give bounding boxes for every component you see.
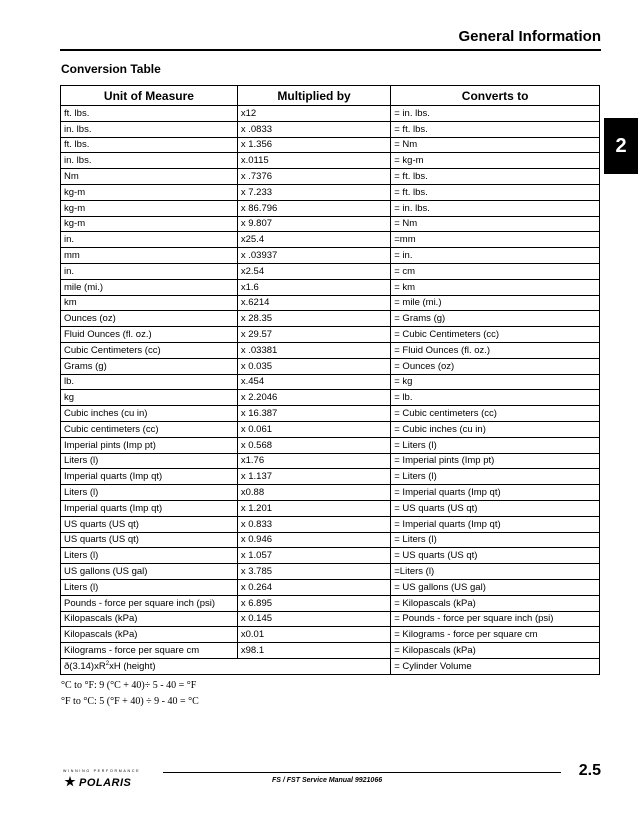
result-cell: = Liters (l): [391, 469, 600, 485]
table-row: [61, 248, 600, 264]
multiplier-cell: x 28.35: [237, 311, 390, 327]
result-cell: = Cubic centimeters (cc): [391, 406, 600, 422]
multiplier-cell: x 0.833: [237, 516, 390, 532]
result-cell: = Ounces (oz): [391, 358, 600, 374]
result-cell: = mile (mi.): [391, 295, 600, 311]
result-cell: = ft. lbs.: [391, 184, 600, 200]
unit-cell: in.: [61, 232, 238, 248]
table-row: [61, 643, 600, 659]
table-row: [61, 421, 600, 437]
multiplier-cell: x 2.2046: [237, 390, 390, 406]
multiplier-cell: x 0.035: [237, 358, 390, 374]
table-row: [61, 627, 600, 643]
table-row: [61, 390, 600, 406]
unit-cell: US quarts (US qt): [61, 516, 238, 532]
page-number: 2.5: [578, 762, 601, 779]
table-row: [61, 406, 600, 422]
chapter-tab: 2: [604, 118, 638, 174]
multiplier-cell: x25.4: [237, 232, 390, 248]
result-cell: = km: [391, 279, 600, 295]
multiplier-cell: x 9.807: [237, 216, 390, 232]
unit-cell: Liters (l): [61, 453, 238, 469]
header-divider: [60, 49, 601, 51]
multiplier-cell: x12: [237, 106, 390, 122]
multiplier-cell: x 1.137: [237, 469, 390, 485]
conversion-table: [60, 85, 600, 675]
result-cell: = Imperial pints (Imp pt): [391, 453, 600, 469]
manual-title: FS / FST Service Manual 9921066: [272, 777, 383, 784]
result-cell: = Cylinder Volume: [391, 658, 600, 674]
multiplier-cell: x 3.785: [237, 564, 390, 580]
multiplier-cell: x 29.57: [237, 327, 390, 343]
table-row: [61, 469, 600, 485]
unit-cell: Nm: [61, 169, 238, 185]
result-cell: = Kilopascals (kPa): [391, 595, 600, 611]
table-row: [61, 295, 600, 311]
multiplier-cell: x 86.796: [237, 200, 390, 216]
unit-cell: Imperial quarts (Imp qt): [61, 500, 238, 516]
result-cell: =mm: [391, 232, 600, 248]
result-cell: = Kilograms - force per square cm: [391, 627, 600, 643]
column-header: Converts to: [391, 86, 600, 106]
table-row: [61, 532, 600, 548]
multiplier-cell: x .03381: [237, 342, 390, 358]
result-cell: = Cubic Centimeters (cc): [391, 327, 600, 343]
table-row: [61, 327, 600, 343]
unit-cell: Cubic inches (cu in): [61, 406, 238, 422]
multiplier-cell: x .03937: [237, 248, 390, 264]
table-row: [61, 611, 600, 627]
page-header-title: General Information: [458, 28, 601, 45]
table-row: [61, 564, 600, 580]
result-cell: = Imperial quarts (Imp qt): [391, 516, 600, 532]
result-cell: = ft. lbs.: [391, 169, 600, 185]
unit-cell: Liters (l): [61, 579, 238, 595]
multiplier-cell: x.454: [237, 374, 390, 390]
unit-cell: kg-m: [61, 216, 238, 232]
multiplier-cell: x 0.145: [237, 611, 390, 627]
column-header: Multiplied by: [237, 86, 390, 106]
unit-cell: Cubic Centimeters (cc): [61, 342, 238, 358]
unit-cell: in.: [61, 263, 238, 279]
table-row: [61, 579, 600, 595]
result-cell: = US gallons (US gal): [391, 579, 600, 595]
table-row: [61, 232, 600, 248]
multiplier-cell: x 0.946: [237, 532, 390, 548]
unit-cell: km: [61, 295, 238, 311]
multiplier-cell: x2.54: [237, 263, 390, 279]
unit-cell: in. lbs.: [61, 121, 238, 137]
unit-cell: Liters (l): [61, 548, 238, 564]
result-cell: = Fluid Ounces (fl. oz.): [391, 342, 600, 358]
table-row: [61, 453, 600, 469]
table-row: [61, 374, 600, 390]
multiplier-cell: x .7376: [237, 169, 390, 185]
result-cell: = ft. lbs.: [391, 121, 600, 137]
table-row: [61, 263, 600, 279]
unit-cell: Kilograms - force per square cm: [61, 643, 238, 659]
result-cell: = Kilopascals (kPa): [391, 643, 600, 659]
unit-cell: Ounces (oz): [61, 311, 238, 327]
unit-cell: lb.: [61, 374, 238, 390]
multiplier-cell: x 1.057: [237, 548, 390, 564]
multiplier-cell: x.0115: [237, 153, 390, 169]
multiplier-cell: x98.1: [237, 643, 390, 659]
formula-exponent: 2: [105, 660, 110, 667]
table-row: [61, 279, 600, 295]
result-cell: = Liters (l): [391, 532, 600, 548]
column-header: Unit of Measure: [61, 86, 238, 106]
multiplier-cell: x 0.264: [237, 579, 390, 595]
result-cell: = lb.: [391, 390, 600, 406]
formula-cell: [61, 658, 391, 674]
table-row: [61, 184, 600, 200]
unit-cell: in. lbs.: [61, 153, 238, 169]
unit-cell: Fluid Ounces (fl. oz.): [61, 327, 238, 343]
table-row: [61, 595, 600, 611]
unit-cell: mile (mi.): [61, 279, 238, 295]
table-row: [61, 358, 600, 374]
result-cell: = Cubic inches (cu in): [391, 421, 600, 437]
result-cell: = Imperial quarts (Imp qt): [391, 485, 600, 501]
note-f-to-c: °F to °C: 5 (°F + 40) ÷ 9 - 40 = °C: [61, 696, 199, 707]
table-row: [61, 121, 600, 137]
polaris-logo: [60, 766, 160, 790]
result-cell: = Nm: [391, 216, 600, 232]
logo-tagline: WINNING PERFORMANCE: [63, 769, 141, 773]
result-cell: = US quarts (US qt): [391, 500, 600, 516]
unit-cell: ft. lbs.: [61, 106, 238, 122]
table-row: [61, 342, 600, 358]
result-cell: = US quarts (US qt): [391, 548, 600, 564]
multiplier-cell: x 6.895: [237, 595, 390, 611]
result-cell: = Liters (l): [391, 437, 600, 453]
table-row: [61, 311, 600, 327]
unit-cell: Imperial pints (Imp pt): [61, 437, 238, 453]
section-title: Conversion Table: [61, 62, 161, 76]
unit-cell: mm: [61, 248, 238, 264]
multiplier-cell: x0.88: [237, 485, 390, 501]
result-cell: =Liters (l): [391, 564, 600, 580]
table-row: [61, 200, 600, 216]
result-cell: = in. lbs.: [391, 200, 600, 216]
unit-cell: ft. lbs.: [61, 137, 238, 153]
unit-cell: kg-m: [61, 184, 238, 200]
unit-cell: Grams (g): [61, 358, 238, 374]
result-cell: = in. lbs.: [391, 106, 600, 122]
multiplier-cell: x 1.356: [237, 137, 390, 153]
table-header-row: [61, 86, 600, 106]
unit-cell: Imperial quarts (Imp qt): [61, 469, 238, 485]
table-row: [61, 137, 600, 153]
note-c-to-f: °C to °F: 9 (°C + 40)÷ 5 - 40 = °F: [61, 680, 197, 691]
table-row: [61, 658, 600, 674]
result-cell: = cm: [391, 263, 600, 279]
multiplier-cell: x 16.387: [237, 406, 390, 422]
unit-cell: Cubic centimeters (cc): [61, 421, 238, 437]
unit-cell: Liters (l): [61, 485, 238, 501]
table-row: [61, 437, 600, 453]
unit-cell: Pounds - force per square inch (psi): [61, 595, 238, 611]
temperature-notes: [61, 678, 199, 710]
footer-divider: [163, 772, 561, 773]
table-row: [61, 106, 600, 122]
multiplier-cell: x 1.201: [237, 500, 390, 516]
logo-wordmark: POLARIS: [79, 777, 132, 789]
formula-suffix: xH (height): [109, 660, 156, 672]
result-cell: = kg: [391, 374, 600, 390]
unit-cell: US gallons (US gal): [61, 564, 238, 580]
unit-cell: Kilopascals (kPa): [61, 627, 238, 643]
table-row: [61, 516, 600, 532]
multiplier-cell: x 0.568: [237, 437, 390, 453]
table-row: [61, 216, 600, 232]
multiplier-cell: x .0833: [237, 121, 390, 137]
table-row: [61, 169, 600, 185]
unit-cell: US quarts (US qt): [61, 532, 238, 548]
formula-prefix: ð(3.14)xR: [64, 660, 106, 672]
multiplier-cell: x.6214: [237, 295, 390, 311]
table-row: [61, 153, 600, 169]
multiplier-cell: x1.76: [237, 453, 390, 469]
unit-cell: kg: [61, 390, 238, 406]
table-body: [61, 106, 600, 675]
result-cell: = Grams (g): [391, 311, 600, 327]
table-row: [61, 500, 600, 516]
multiplier-cell: x0.01: [237, 627, 390, 643]
result-cell: = in.: [391, 248, 600, 264]
polaris-star-icon: [65, 776, 76, 786]
unit-cell: kg-m: [61, 200, 238, 216]
table-row: [61, 548, 600, 564]
result-cell: = kg-m: [391, 153, 600, 169]
table-row: [61, 485, 600, 501]
multiplier-cell: x 7.233: [237, 184, 390, 200]
result-cell: = Nm: [391, 137, 600, 153]
multiplier-cell: x 0.061: [237, 421, 390, 437]
result-cell: = Pounds - force per square inch (psi): [391, 611, 600, 627]
unit-cell: Kilopascals (kPa): [61, 611, 238, 627]
multiplier-cell: x1.6: [237, 279, 390, 295]
